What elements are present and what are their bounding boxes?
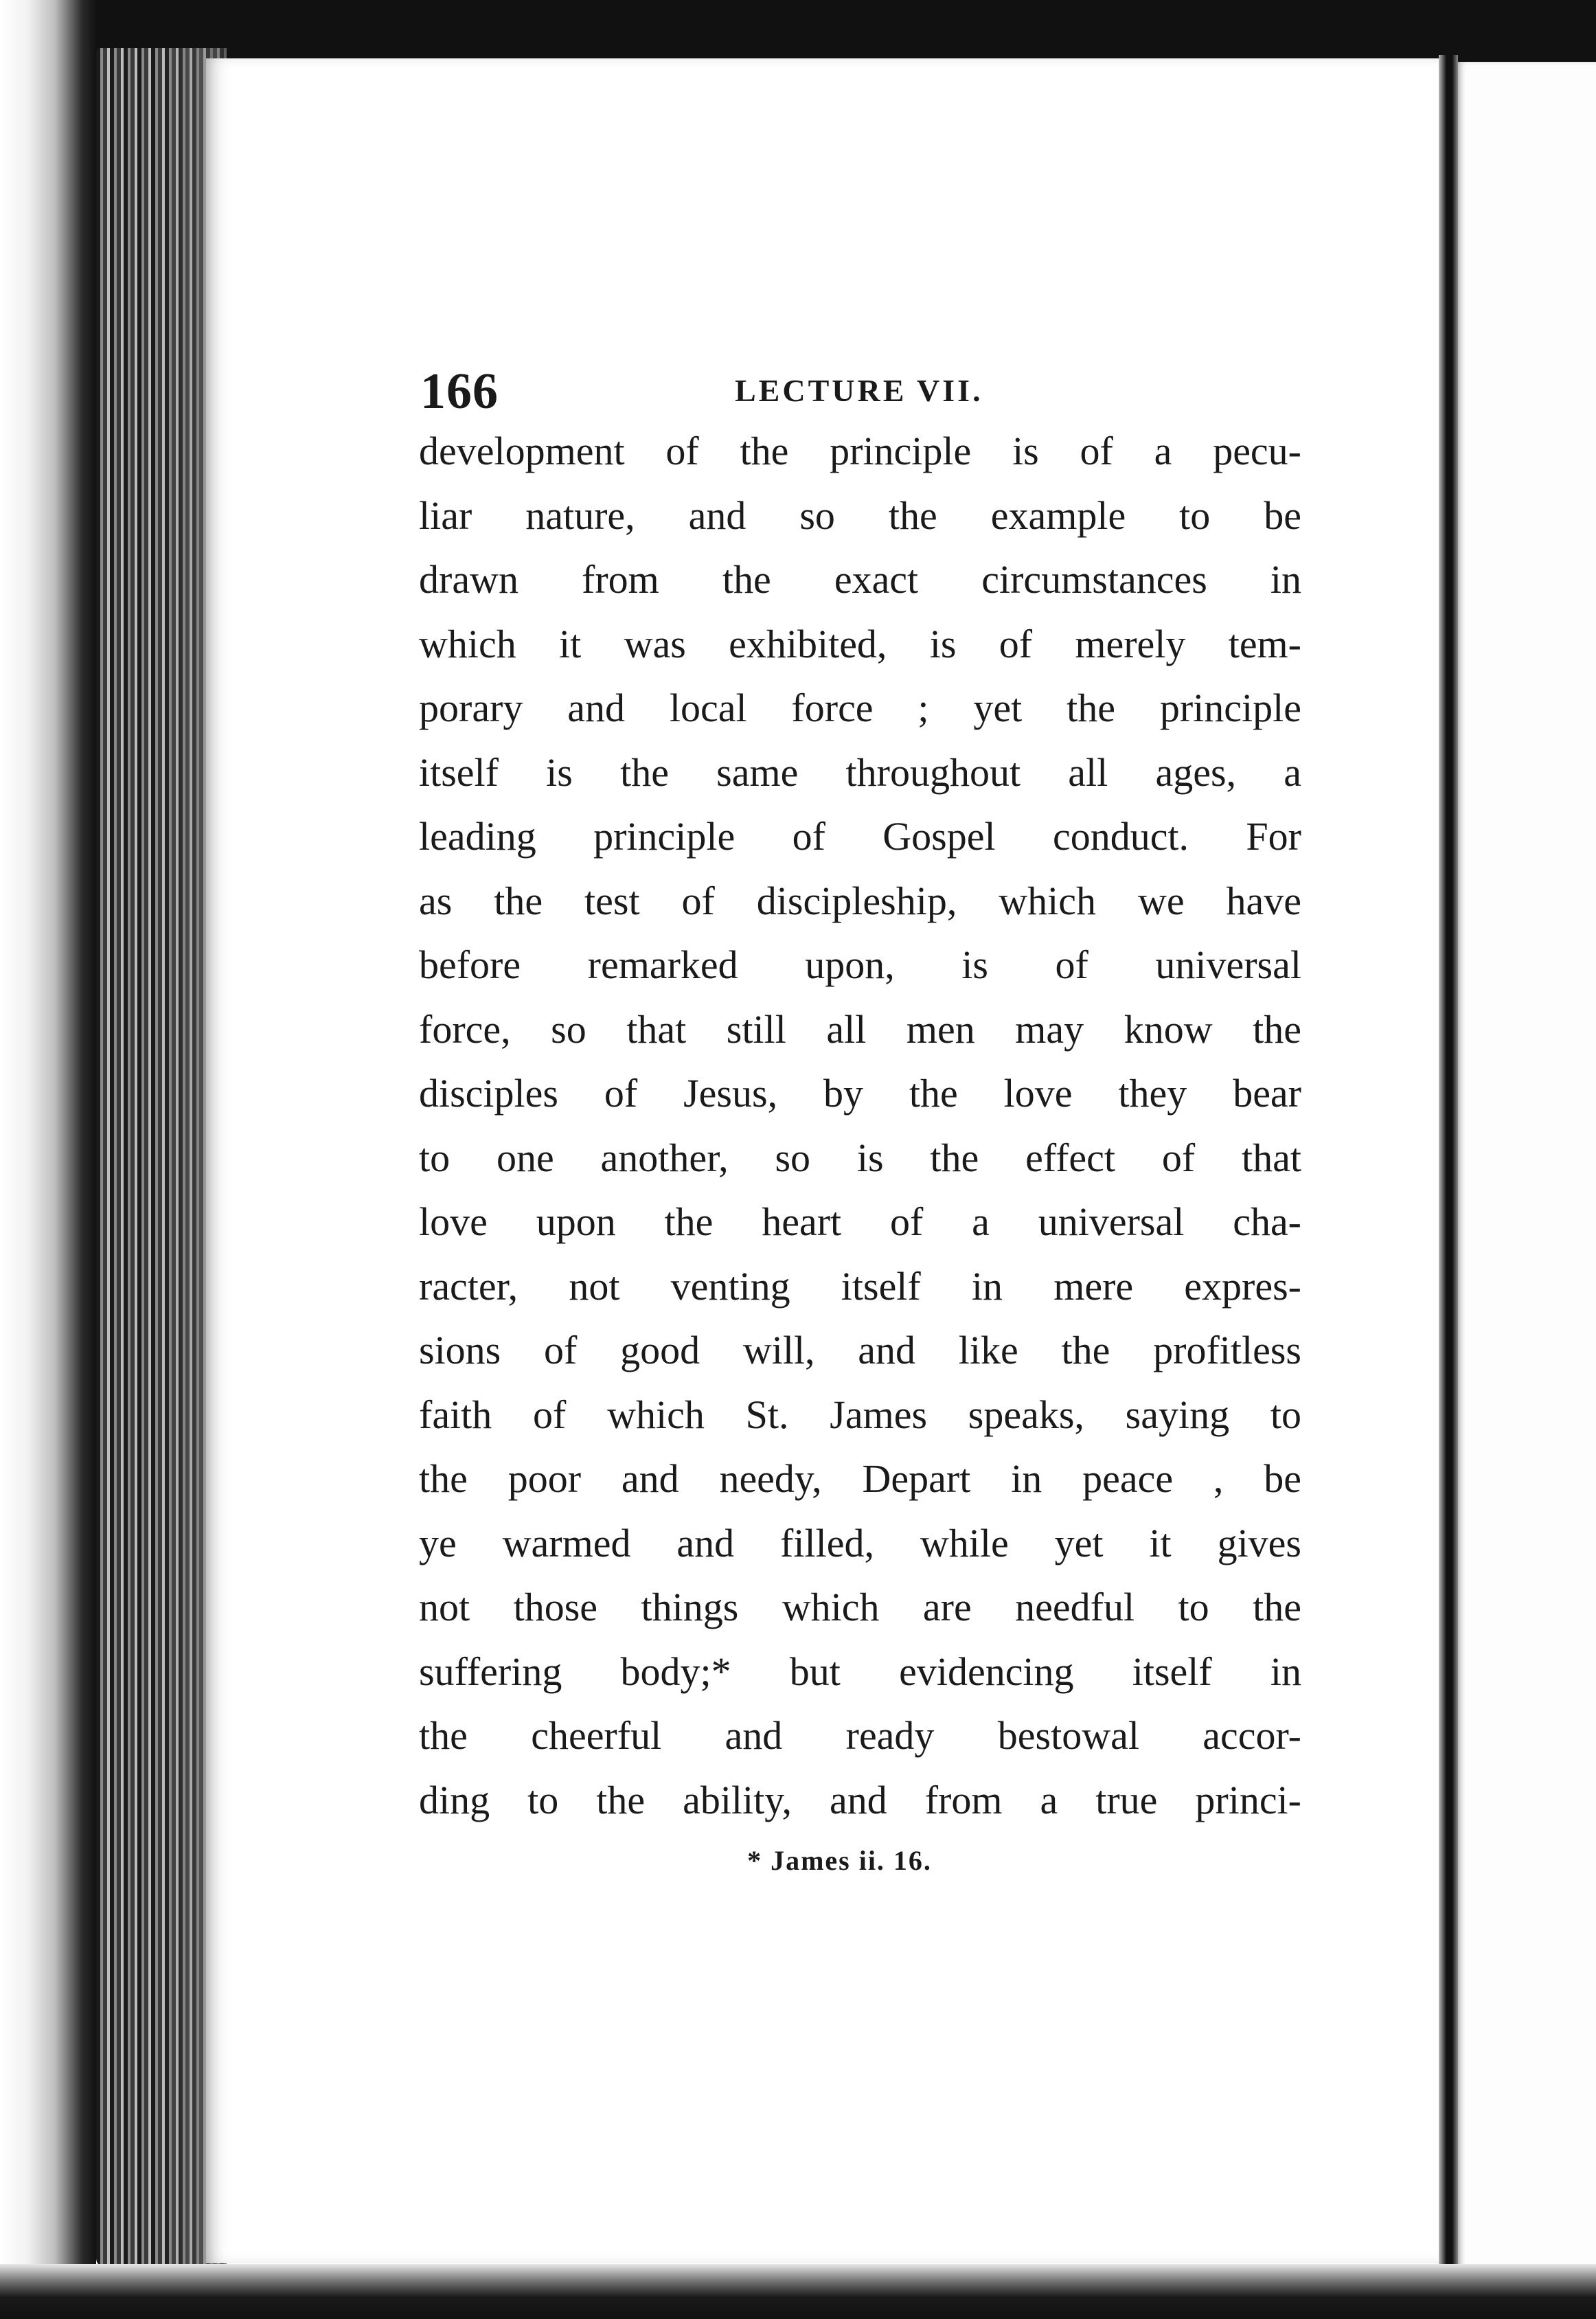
text-line: ye warmed and filled, while yet it gives	[419, 1520, 1301, 1565]
scan-bottom-border	[0, 2264, 1596, 2319]
text-line: leading principle of Gospel conduct. For	[419, 814, 1301, 859]
text-line: which it was exhibited, is of merely tem-	[419, 621, 1301, 666]
facing-page-edge	[1458, 62, 1596, 2281]
page-text-block	[419, 357, 1301, 1877]
text-line: ding to the ability, and from a true princi-	[419, 1777, 1301, 1822]
text-line: the poor and needy, Depart in peace , be	[419, 1456, 1301, 1501]
text-line: liar nature, and so the example to be	[419, 493, 1301, 538]
text-line: racter, not venting itself in mere expres-	[419, 1263, 1301, 1309]
text-line: drawn from the exact circumstances in	[419, 557, 1301, 602]
text-line: faith of which St. James speaks, saying to	[419, 1392, 1301, 1437]
text-line: porary and local force ; yet the principle	[419, 686, 1301, 730]
binding-shadow	[0, 0, 96, 2319]
text-line: to one another, so is the effect of that	[419, 1135, 1301, 1180]
text-line: disciples of Jesus, by the love they bear	[419, 1071, 1301, 1116]
text-line: before remarked upon, is of universal	[419, 942, 1301, 987]
text-line: as the test of discipleship, which we have	[419, 878, 1301, 923]
page-number: 166	[420, 363, 499, 420]
text-line: love upon the heart of a universal cha-	[419, 1199, 1301, 1244]
scan-top-border	[0, 0, 1596, 62]
running-head	[419, 357, 1301, 419]
text-line: itself is the same throughout all ages, a	[419, 749, 1301, 795]
footnote: * James ii. 16.	[747, 1845, 932, 1876]
page-gutter	[1439, 55, 1458, 2281]
running-head-title: LECTURE VII.	[735, 373, 983, 408]
text-line: sions of good will, and like the profitless	[419, 1328, 1301, 1372]
text-line: suffering body;* but evidencing itself in	[419, 1649, 1301, 1694]
text-line: the cheerful and ready bestowal accor-	[419, 1713, 1301, 1758]
text-line: development of the principle is of a pecu-	[419, 429, 1301, 473]
text-line: force, so that still all men may know the	[419, 1006, 1301, 1052]
body-text	[419, 419, 1301, 1832]
text-line: not those things which are needful to the	[419, 1585, 1301, 1629]
